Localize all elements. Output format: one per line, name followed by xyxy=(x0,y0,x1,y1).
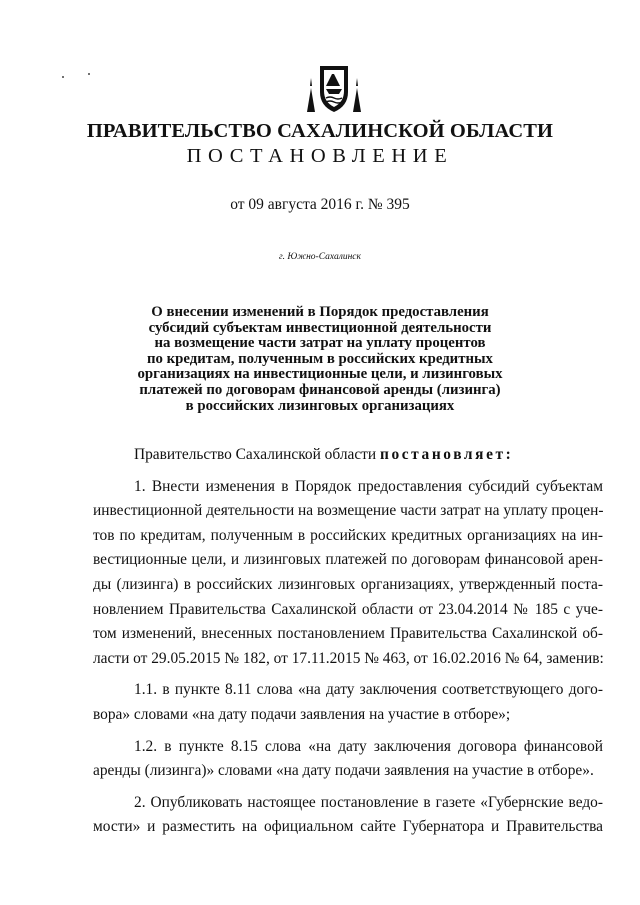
item-1-line: том изменений, внесенных постановлением Правительства Сахалинской об- xyxy=(93,625,603,643)
subject-line: по кредитам, полученным в российских кредитных xyxy=(147,350,493,367)
document-subject xyxy=(0,305,640,414)
item-1-line: инвестиционной деятельности на возмещение части затрат на уплату процен- xyxy=(93,502,604,520)
item-1-2-line: аренды (лизинга)» словами «на дату подачи заявления на участие в отборе». xyxy=(93,762,594,780)
item-1-line: ды (лизинга) в российских лизинговых организациях, утвержденный поста- xyxy=(93,575,603,593)
coat-of-arms-icon xyxy=(298,62,370,114)
preamble-emphasis: постановляет: xyxy=(379,446,514,463)
subject-line: субсидий субъектам инвестиционной деятельности xyxy=(148,319,492,336)
item-1-1-line: 1.1. в пункте 8.11 слова «на дату заключения соответствующего дого- xyxy=(134,681,603,699)
item-1-line: ласти от 29.05.2015 № 182, от 17.11.2015 № 463, от 16.02.2016 № 64, заменив: xyxy=(93,649,604,667)
preamble-text: Правительство Сахалинской области xyxy=(134,446,380,463)
scan-speck xyxy=(88,73,90,75)
item-1-2-line: 1.2. в пункте 8.15 слова «на дату заключения договора финансовой xyxy=(134,737,603,755)
item-1-line: тов по кредитам, полученным в российских кредитных организациях на ин- xyxy=(93,526,603,544)
subject-line: в российских лизинговых организациях xyxy=(185,397,455,414)
item-2-line: 2. Опубликовать настоящее постановление в газете «Губернские ведо- xyxy=(134,793,603,811)
document-type: ПОСТАНОВЛЕНИЕ xyxy=(186,145,454,167)
government-name: ПРАВИТЕЛЬСТВО САХАЛИНСКОЙ ОБЛАСТИ xyxy=(86,120,554,142)
item-1-line: вестиционные цели, и лизинговых платежей по договорам финансовой арен- xyxy=(93,551,603,569)
preamble xyxy=(93,443,603,468)
document-body xyxy=(93,443,603,840)
item-2-line: мости» и разместить на официальном сайте Губернатора и Правительства xyxy=(93,818,603,836)
item-1-1-line: вора» словами «на дату подачи заявления на участие в отборе»; xyxy=(93,705,511,723)
item-1-line: 1. Внести изменения в Порядок предоставления субсидий субъектам xyxy=(134,477,603,495)
scan-speck xyxy=(62,76,64,78)
subject-line: платежей по договорам финансовой аренды (лизинга) xyxy=(139,381,501,398)
subject-line: на возмещение части затрат на уплату процентов xyxy=(154,335,486,352)
subject-line: О внесении изменений в Порядок предоставления xyxy=(151,304,489,320)
document-city: г. Южно-Сахалинск xyxy=(279,252,361,262)
subject-line: организациях на инвестиционные цели, и лизинговых xyxy=(137,366,503,383)
item-1-line: новлением Правительства Сахалинской области от 23.04.2014 № 185 с уче- xyxy=(93,600,603,618)
document-date-number: от 09 августа 2016 г. № 395 xyxy=(230,196,410,213)
